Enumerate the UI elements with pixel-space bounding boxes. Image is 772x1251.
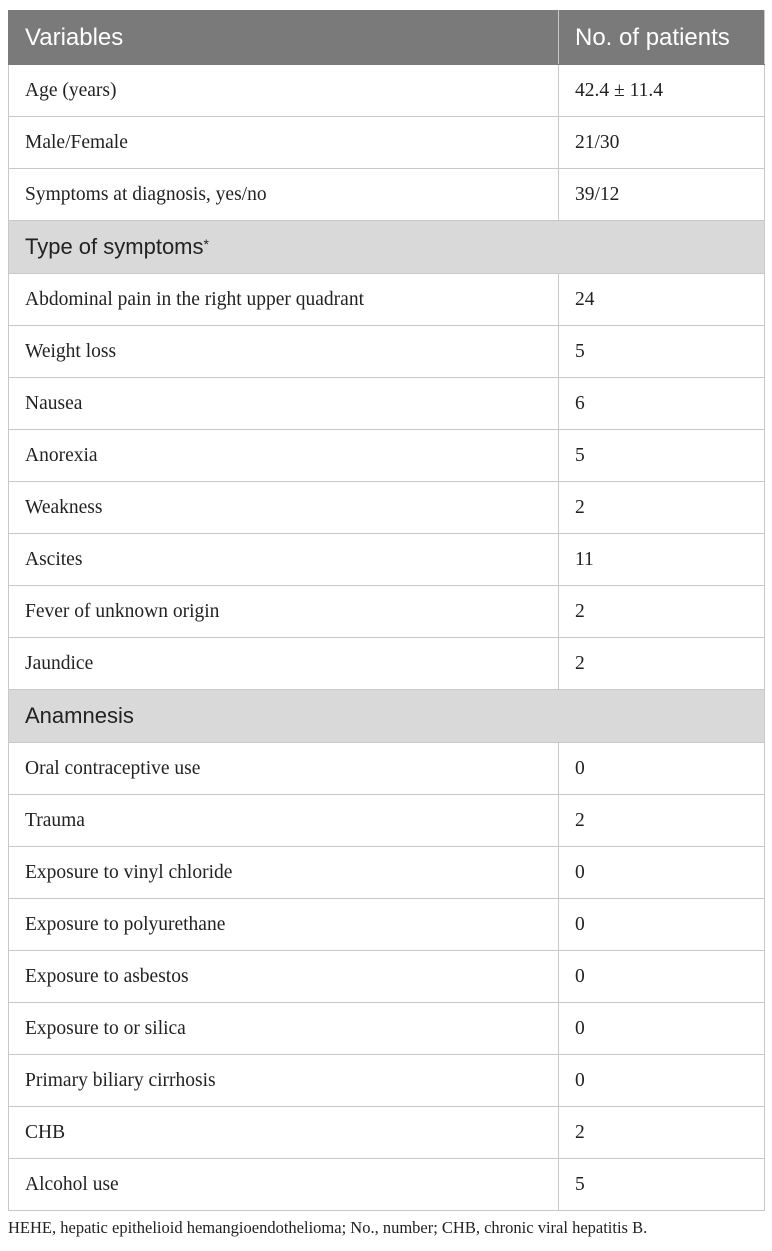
row-label: Symptoms at diagnosis, yes/no: [9, 169, 559, 221]
row-value: 0: [559, 1055, 765, 1107]
row-value: 11: [559, 534, 765, 586]
row-value: 2: [559, 482, 765, 534]
table-row: [9, 743, 765, 795]
table-row: [9, 951, 765, 1003]
row-label: Alcohol use: [9, 1159, 559, 1211]
table-row: [9, 1003, 765, 1055]
row-value: 39/12: [559, 169, 765, 221]
section-row-type-of-symptoms: [9, 221, 765, 274]
header-variables: Variables: [9, 11, 559, 65]
row-label: Weakness: [9, 482, 559, 534]
table-row: [9, 1107, 765, 1159]
footnote-marker: *: [203, 236, 209, 252]
row-label: Age (years): [9, 65, 559, 117]
section-title: Type of symptoms: [25, 234, 204, 259]
row-value: 2: [559, 586, 765, 638]
table-row: [9, 326, 765, 378]
row-value: 0: [559, 1003, 765, 1055]
row-value: 24: [559, 274, 765, 326]
row-label: Exposure to vinyl chloride: [9, 847, 559, 899]
row-value: 0: [559, 899, 765, 951]
table-row: [9, 378, 765, 430]
row-label: Oral contraceptive use: [9, 743, 559, 795]
section-row-anamnesis: [9, 690, 765, 743]
table-row: [9, 1055, 765, 1107]
patient-characteristics-table-wrapper: [8, 10, 764, 1211]
table-row: [9, 169, 765, 221]
patient-characteristics-table: [8, 10, 765, 1211]
row-label: Nausea: [9, 378, 559, 430]
row-label: Ascites: [9, 534, 559, 586]
table-row: [9, 847, 765, 899]
table-row: [9, 899, 765, 951]
row-value: 5: [559, 430, 765, 482]
row-label: Anorexia: [9, 430, 559, 482]
row-value: 21/30: [559, 117, 765, 169]
section-label-type-of-symptoms: [9, 221, 765, 274]
row-value: 42.4 ± 11.4: [559, 65, 765, 117]
row-label: Jaundice: [9, 638, 559, 690]
table-row: [9, 638, 765, 690]
row-value: 5: [559, 326, 765, 378]
row-label: Weight loss: [9, 326, 559, 378]
row-label: Exposure to or silica: [9, 1003, 559, 1055]
row-value: 0: [559, 847, 765, 899]
row-value: 5: [559, 1159, 765, 1211]
table-row: [9, 274, 765, 326]
row-label: Exposure to asbestos: [9, 951, 559, 1003]
row-value: 2: [559, 638, 765, 690]
table-row: [9, 482, 765, 534]
row-label: CHB: [9, 1107, 559, 1159]
table-row: [9, 586, 765, 638]
table-row: [9, 534, 765, 586]
table-row: [9, 430, 765, 482]
table-footnote: HEHE, hepatic epithelioid hemangioendothelioma; No., number; CHB, chronic viral hepatitis B.: [8, 1218, 648, 1237]
row-label: Primary biliary cirrhosis: [9, 1055, 559, 1107]
row-label: Abdominal pain in the right upper quadrant: [9, 274, 559, 326]
row-label: Fever of unknown origin: [9, 586, 559, 638]
row-label: Male/Female: [9, 117, 559, 169]
section-label-anamnesis: Anamnesis: [9, 690, 765, 743]
header-no-of-patients: No. of patients: [559, 11, 765, 65]
table-row: [9, 65, 765, 117]
table-row: [9, 795, 765, 847]
row-label: Exposure to polyurethane: [9, 899, 559, 951]
header-row: [9, 11, 765, 65]
row-value: 6: [559, 378, 765, 430]
row-value: 0: [559, 951, 765, 1003]
row-value: 0: [559, 743, 765, 795]
row-value: 2: [559, 1107, 765, 1159]
table-row: [9, 1159, 765, 1211]
row-label: Trauma: [9, 795, 559, 847]
table-row: [9, 117, 765, 169]
row-value: 2: [559, 795, 765, 847]
